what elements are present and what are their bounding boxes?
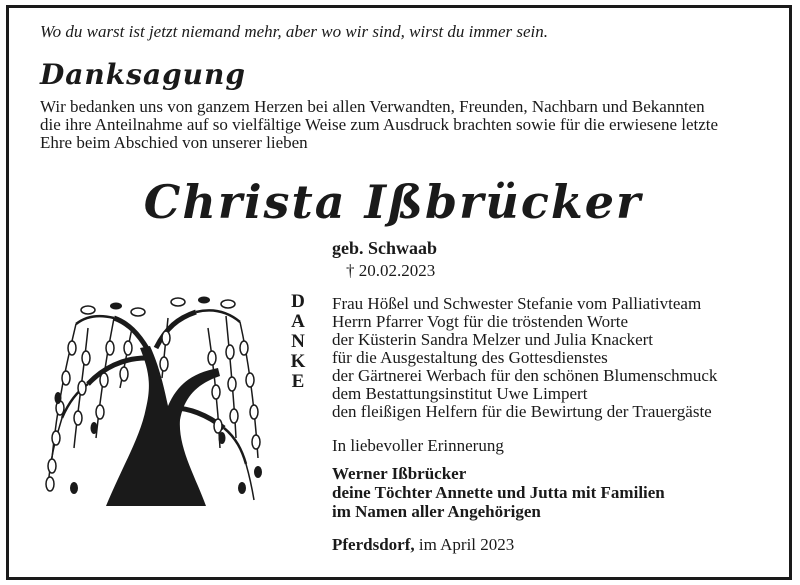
thanks-line: der Küsterin Sandra Melzer und Julia Knackert	[332, 330, 653, 349]
danke-vertical-word	[286, 292, 310, 392]
thanks-line: dem Bestattungsinstitut Uwe Limpert	[332, 384, 588, 403]
place-date	[332, 535, 514, 555]
danke-letter: A	[291, 311, 305, 332]
intro-line: die ihre Anteilnahme auf so vielfältige Weise zum Ausdruck brachten sowie für die erwiesene letzte	[40, 115, 719, 134]
date-text: im April 2023	[414, 535, 515, 554]
intro-text	[40, 98, 780, 152]
heading-danksagung: Danksagung	[40, 58, 246, 91]
place-name: Pferdsdorf,	[332, 535, 415, 554]
thanks-line: Frau Hößel und Schwester Stefanie vom Palliativteam	[332, 294, 702, 313]
death-date: † 20.02.2023	[346, 261, 436, 280]
memory-line: In liebevoller Erinnerung	[332, 436, 504, 455]
motto: Wo du warst ist jetzt niemand mehr, aber wo wir sind, wirst du immer sein.	[40, 22, 548, 41]
signer-line: im Namen aller Angehörigen	[332, 502, 541, 521]
thanks-line: den fleißigen Helfern für die Bewirtung der Trauergäste	[332, 402, 712, 421]
signer-line: deine Töchter Annette und Jutta mit Familien	[332, 483, 665, 502]
intro-line: Ehre beim Abschied von unserer lieben	[40, 133, 308, 152]
thanks-list	[332, 295, 717, 421]
intro-line: Wir bedanken uns von ganzem Herzen bei allen Verwandten, Freunden, Nachbarn und Bekannten	[40, 97, 705, 116]
thanks-line: Herrn Pfarrer Vogt für die tröstenden Worte	[332, 312, 629, 331]
danke-letter: N	[291, 331, 305, 352]
danke-letter: K	[290, 351, 306, 372]
deceased-name: Christa Ißbrücker	[143, 175, 643, 229]
danke-letter: D	[291, 291, 305, 312]
thanks-line: der Gärtnerei Werbach für den schönen Blumenschmuck	[332, 366, 718, 385]
signers	[332, 464, 665, 521]
signer-line: Werner Ißbrücker	[332, 464, 467, 483]
thanks-line: für die Ausgestaltung des Gottesdienstes	[332, 348, 608, 367]
willow-tree-icon	[28, 288, 278, 513]
danke-letter: E	[291, 371, 305, 392]
maiden-name: geb. Schwaab	[332, 238, 438, 258]
